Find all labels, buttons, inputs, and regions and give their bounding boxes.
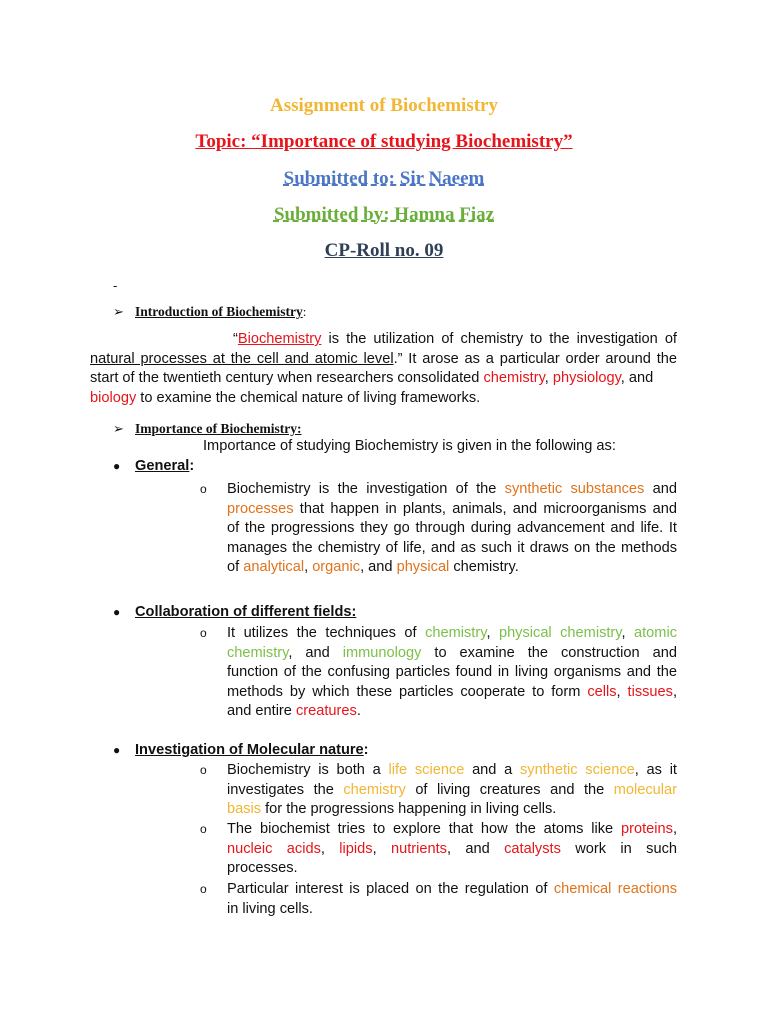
- circle-bullet-icon: o: [200, 482, 207, 496]
- circle-bullet-icon: o: [200, 763, 207, 777]
- arrow-bullet-icon: ➢: [113, 421, 124, 436]
- submitted-to: Submitted to: Sir Naeem: [283, 168, 485, 189]
- roll-number: CP-Roll no. 09: [324, 240, 444, 261]
- term-biochemistry: Biochemistry: [237, 331, 322, 347]
- bullet-dot-icon: ●: [113, 743, 121, 757]
- general-item: o Biochemistry is the investigation of the synthetic substances and processes that happen in plants, animals, and microorganisms and of the progressions they go through during advancement and life. It manages the chemistry of life, and as such it draws on the methods of analytical, organic, and physical chemistry.: [200, 481, 677, 576]
- bullet-dot-icon: ●: [113, 459, 121, 473]
- bullet-general: ● General:: [113, 458, 195, 474]
- importance-heading-label: Importance of Biochemistry:: [135, 421, 302, 436]
- arrow-bullet-icon: ➢: [113, 304, 124, 319]
- submitted-by: Submitted by: Hamna Fiaz: [273, 204, 495, 225]
- circle-bullet-icon: o: [200, 882, 207, 896]
- intro-heading-label: Introduction of Biochemistry: [135, 304, 303, 319]
- assignment-title: Assignment of Biochemistry: [270, 95, 498, 116]
- molecular-item-2: o The biochemist tries to explore that how the atoms like proteins, nucleic acids, lipids, nutrients, and catalysts work in such processes.: [200, 821, 677, 877]
- importance-intro: Importance of studying Biochemistry is given in the following as:: [203, 438, 616, 454]
- circle-bullet-icon: o: [200, 626, 207, 640]
- collaboration-item: o It utilizes the techniques of chemistry, physical chemistry, atomic chemistry, and immunology to examine the construction and function of the confusing particles found in living organisms and the methods by which these particles cooperate to form cells, tissues, and entire creatures.: [200, 625, 678, 720]
- intro-heading: ➢ Introduction of Biochemistry:: [113, 304, 307, 319]
- bullet-dot-icon: ●: [113, 605, 121, 619]
- bullet-molecular: ● Investigation of Molecular nature:: [113, 742, 369, 758]
- dash-marker: -: [113, 278, 118, 293]
- importance-heading: [113, 421, 301, 437]
- circle-bullet-icon: o: [200, 822, 207, 836]
- molecular-item-1: o Biochemistry is both a life science and a synthetic science, as it investigates the chemistry of living creatures and the molecular basis for the progressions happening in living cells.: [200, 762, 677, 818]
- bullet-collaboration: ● Collaboration of different fields:: [113, 604, 357, 620]
- intro-paragraph: “Biochemistry is the utilization of chemistry to the investigation of natural processes at the cell and atomic level.” It arose as a particular order around the start of the twentieth century when researchers consolidated chemistry, physiology, and biology to examine the chemical nature of living frameworks.: [90, 331, 677, 406]
- topic-title: Topic: “Importance of studying Biochemistry”: [195, 131, 573, 152]
- molecular-item-3: o Particular interest is placed on the regulation of chemical reactions in living cells.: [200, 881, 678, 917]
